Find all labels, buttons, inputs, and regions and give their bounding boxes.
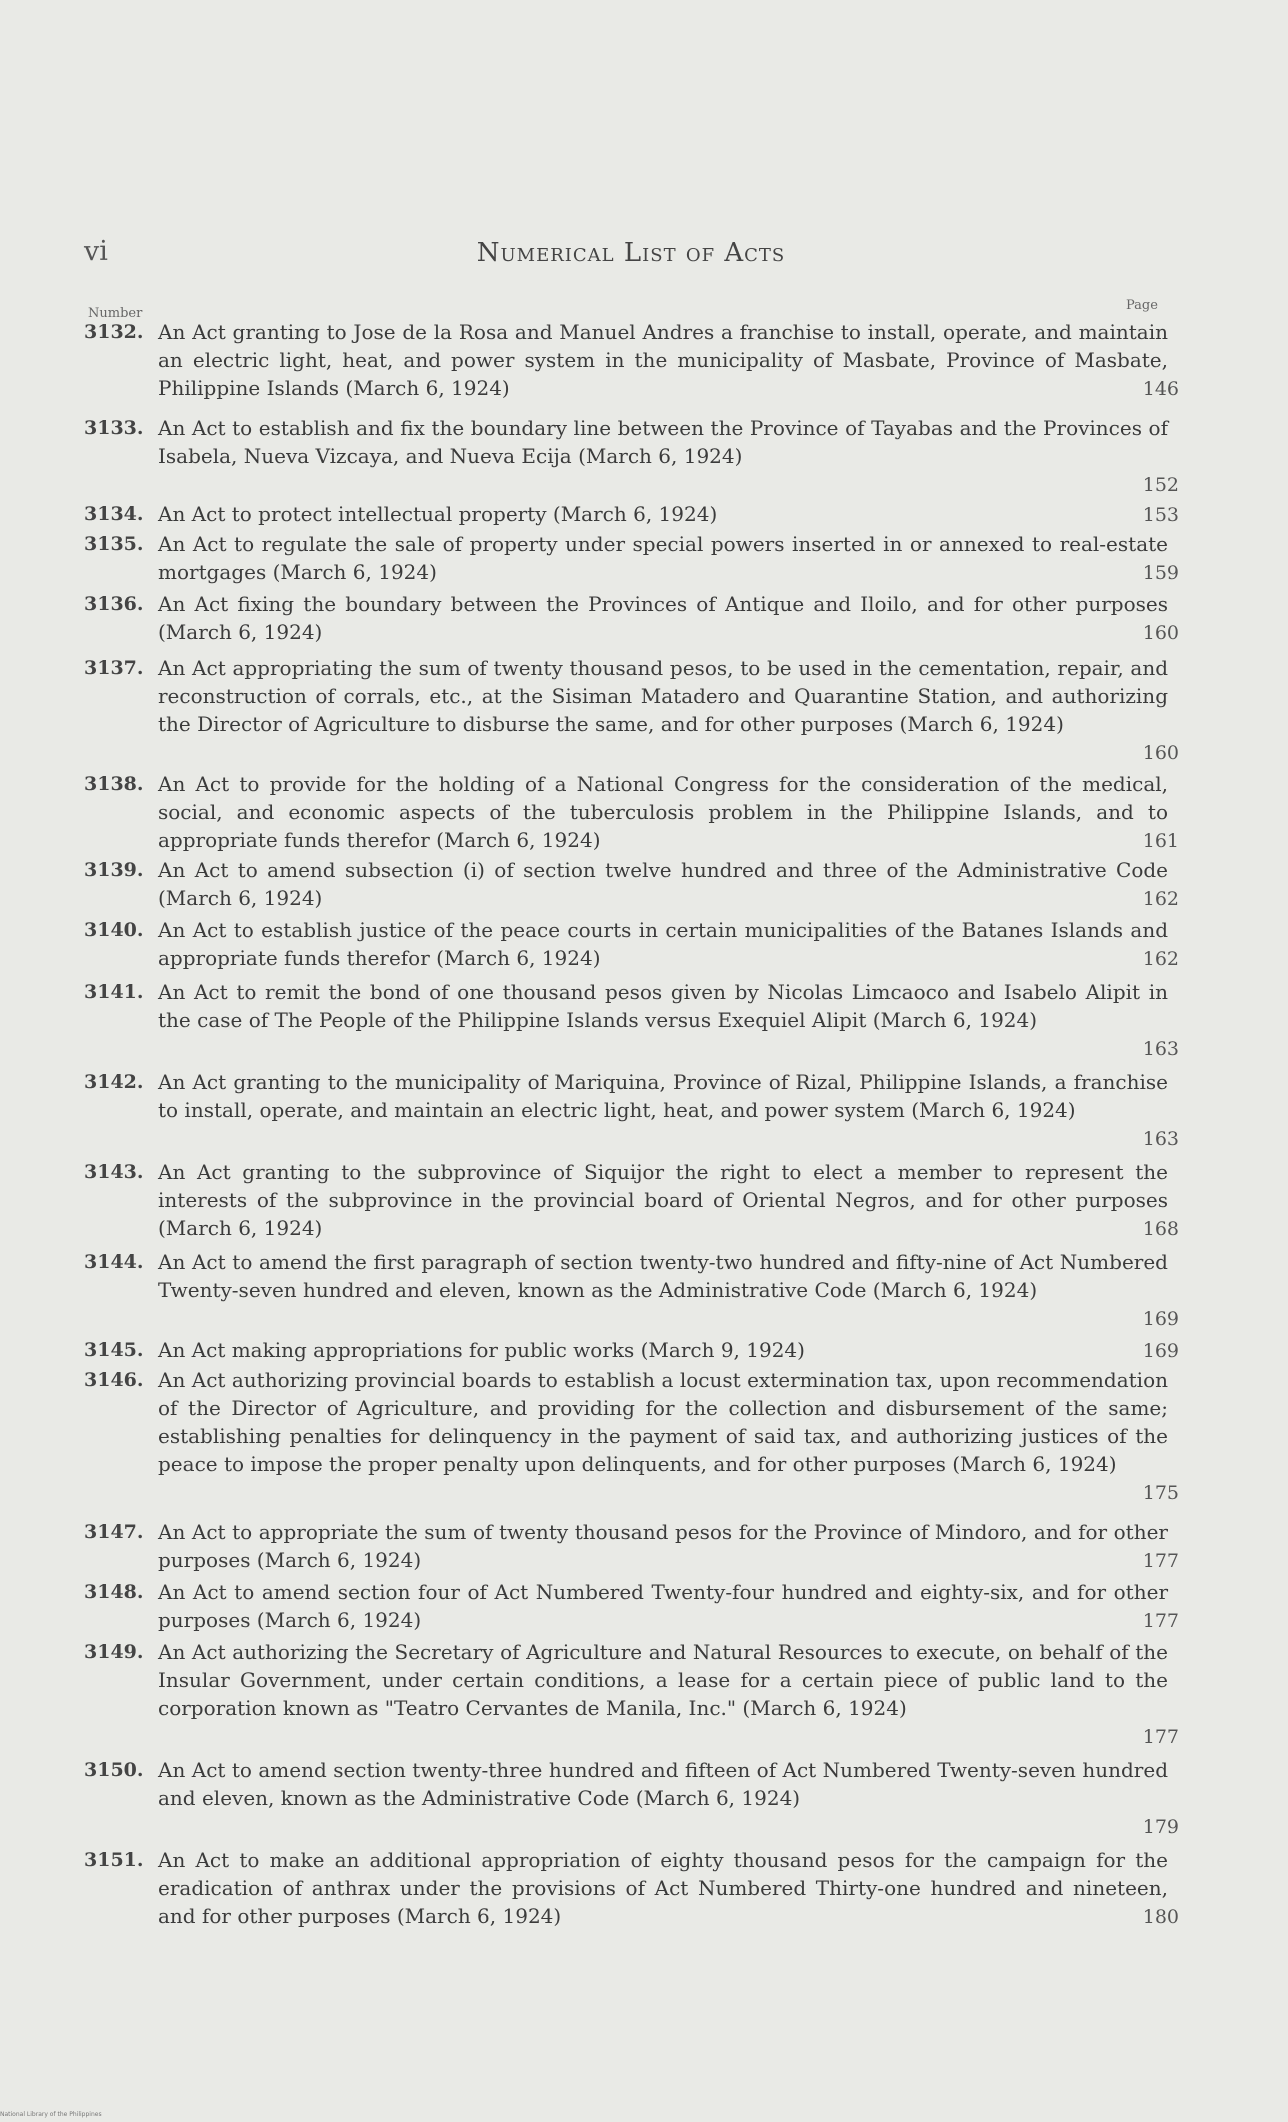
act-number: 3136. xyxy=(84,593,144,615)
act-number: 3134. xyxy=(84,503,144,525)
act-title: An Act to establish justice of the peace courts in certain municipalities of the Batanes Islands and appropriate funds therefor (March 6, 1924) xyxy=(158,918,1168,970)
column-label-page: Page xyxy=(1126,298,1158,313)
act-title: An Act to establish and fix the boundary line between the Province of Tayabas and the Provinces of Isabela, Nueva Vizcaya, and Nueva Ecija (March 6, 1924) xyxy=(158,416,1168,468)
act-title: An Act granting to the municipality of Mariquina, Province of Rizal, Philippine Islands, a franchise to install, operate, and maintain an electric light, heat, and power system (March 6, 1924) xyxy=(158,1070,1168,1122)
act-page-number: 163 xyxy=(1142,1128,1179,1150)
act-number: 3148. xyxy=(84,1581,144,1603)
list-item xyxy=(84,1578,1179,1634)
act-title: An Act appropriating the sum of twenty thousand pesos, to be used in the cementation, repair, and reconstruction of corrals, etc., at the Sisiman Matadero and Quarantine Station, and authorizing the Director of Agriculture to disburse the same, and for other purposes (March 6, 1924) xyxy=(158,656,1168,736)
act-page-number: 146 xyxy=(1142,378,1179,400)
act-page-number: 179 xyxy=(1142,1816,1179,1838)
act-title: An Act to make an additional appropriation of eighty thousand pesos for the campaign for the eradication of anthrax under the provisions of Act Numbered Thirty-one hundred and nineteen, and for other purposes (March 6, 1924) xyxy=(158,1848,1168,1928)
list-item xyxy=(84,414,1179,498)
act-page-number: 161 xyxy=(1142,830,1179,852)
list-item xyxy=(84,318,1179,402)
act-title: An Act to regulate the sale of property under special powers inserted in or annexed to real-estate mortgages (March 6, 1924) xyxy=(158,532,1168,584)
list-item xyxy=(84,1518,1179,1574)
act-title: An Act making appropriations for public works (March 9, 1924) xyxy=(158,1338,805,1362)
act-page-number: 159 xyxy=(1142,562,1179,584)
act-title: An Act to appropriate the sum of twenty thousand pesos for the Province of Mindoro, and for other purposes (March 6, 1924) xyxy=(158,1520,1168,1572)
act-number: 3149. xyxy=(84,1641,144,1663)
act-page-number: 169 xyxy=(1142,1308,1179,1330)
list-item xyxy=(84,1068,1179,1152)
list-item xyxy=(84,654,1179,766)
act-page-number: 177 xyxy=(1142,1726,1179,1748)
act-title: An Act granting to the subprovince of Siquijor the right to elect a member to represent the interests of the subprovince in the provincial board of Oriental Negros, and for other purposes (March 6, 1924) xyxy=(158,1160,1168,1240)
act-page-number: 162 xyxy=(1142,888,1179,910)
list-item xyxy=(84,500,1179,528)
act-page-number: 177 xyxy=(1142,1550,1179,1572)
list-item xyxy=(84,590,1179,646)
act-number: 3142. xyxy=(84,1071,144,1093)
column-label-number: Number xyxy=(88,306,143,321)
act-number: 3147. xyxy=(84,1521,144,1543)
act-number: 3146. xyxy=(84,1369,144,1391)
act-page-number: 180 xyxy=(1142,1906,1179,1928)
act-page-number: 169 xyxy=(1142,1340,1179,1362)
act-title: An Act granting to Jose de la Rosa and Manuel Andres a franchise to install, operate, and maintain an electric light, heat, and power system in the municipality of Masbate, Province of Masbate, Philippine Islands (March 6, 1924) xyxy=(158,320,1168,400)
list-item xyxy=(84,978,1179,1062)
act-title: An Act to amend the first paragraph of section twenty-two hundred and fifty-nine of Act Numbered Twenty-seven hundred and eleven, known as the Administrative Code (March 6, 1924) xyxy=(158,1250,1168,1302)
act-title: An Act to amend subsection (i) of section twelve hundred and three of the Administrative Code (March 6, 1924) xyxy=(158,858,1168,910)
act-title: An Act to amend section twenty-three hundred and fifteen of Act Numbered Twenty-seven hundred and eleven, known as the Administrative Code (March 6, 1924) xyxy=(158,1758,1168,1810)
list-item xyxy=(84,1336,1179,1364)
act-number: 3140. xyxy=(84,919,144,941)
act-title: An Act to provide for the holding of a National Congress for the consideration of the medical, social, and economic aspects of the tuberculosis problem in the Philippine Islands, and to appropriate funds therefor (March 6, 1924) xyxy=(158,772,1168,852)
list-item xyxy=(84,1846,1179,1930)
act-page-number: 168 xyxy=(1142,1218,1179,1240)
list-item xyxy=(84,530,1179,586)
act-number: 3150. xyxy=(84,1759,144,1781)
list-item xyxy=(84,856,1179,912)
act-number: 3144. xyxy=(84,1251,144,1273)
act-number: 3135. xyxy=(84,533,144,555)
act-title: An Act to remit the bond of one thousand pesos given by Nicolas Limcaoco and Isabelo Alipit in the case of The People of the Philippine Islands versus Exequiel Alipit (March 6, 1924) xyxy=(158,980,1168,1032)
act-number: 3141. xyxy=(84,981,144,1003)
list-item xyxy=(84,1248,1179,1332)
list-item xyxy=(84,1158,1179,1242)
act-number: 3139. xyxy=(84,859,144,881)
act-page-number: 162 xyxy=(1142,948,1179,970)
list-item xyxy=(84,1366,1179,1506)
list-item xyxy=(84,770,1179,854)
list-item xyxy=(84,916,1179,972)
page-title: Numerical List of Acts xyxy=(476,238,786,268)
act-page-number: 152 xyxy=(1142,474,1179,496)
act-number: 3145. xyxy=(84,1339,144,1361)
act-page-number: 163 xyxy=(1142,1038,1179,1060)
list-item xyxy=(84,1756,1179,1840)
act-number: 3143. xyxy=(84,1161,144,1183)
act-title: An Act to protect intellectual property (March 6, 1924) xyxy=(158,502,718,526)
act-page-number: 175 xyxy=(1142,1482,1179,1504)
act-number: 3132. xyxy=(84,321,144,343)
act-title: An Act authorizing the Secretary of Agriculture and Natural Resources to execute, on behalf of the Insular Government, under certain conditions, a lease for a certain piece of public land to the corporation known as "Teatro Cervantes de Manila, Inc." (March 6, 1924) xyxy=(158,1640,1168,1720)
page-header xyxy=(84,236,1178,276)
list-item xyxy=(84,1638,1179,1750)
act-number: 3151. xyxy=(84,1849,144,1871)
act-title: An Act authorizing provincial boards to establish a locust extermination tax, upon recommendation of the Director of Agriculture, and providing for the collection and disbursement of the same; establishing penalties for delinquency in the payment of said tax, and authorizing justices of the peace to impose the proper penalty upon delinquents, and for other purposes (March 6, 1924) xyxy=(158,1368,1168,1476)
act-title: An Act to amend section four of Act Numbered Twenty-four hundred and eighty-six, and for other purposes (March 6, 1924) xyxy=(158,1580,1168,1632)
act-number: 3138. xyxy=(84,773,144,795)
page-number: vi xyxy=(84,236,108,267)
act-title: An Act fixing the boundary between the Provinces of Antique and Iloilo, and for other purposes (March 6, 1924) xyxy=(158,592,1168,644)
act-page-number: 153 xyxy=(1142,504,1179,526)
act-page-number: 160 xyxy=(1142,742,1179,764)
act-number: 3133. xyxy=(84,417,144,439)
footer-mark: National Library of the Philippines xyxy=(0,2111,102,2118)
act-number: 3137. xyxy=(84,657,144,679)
act-page-number: 177 xyxy=(1142,1610,1179,1632)
act-page-number: 160 xyxy=(1142,622,1179,644)
